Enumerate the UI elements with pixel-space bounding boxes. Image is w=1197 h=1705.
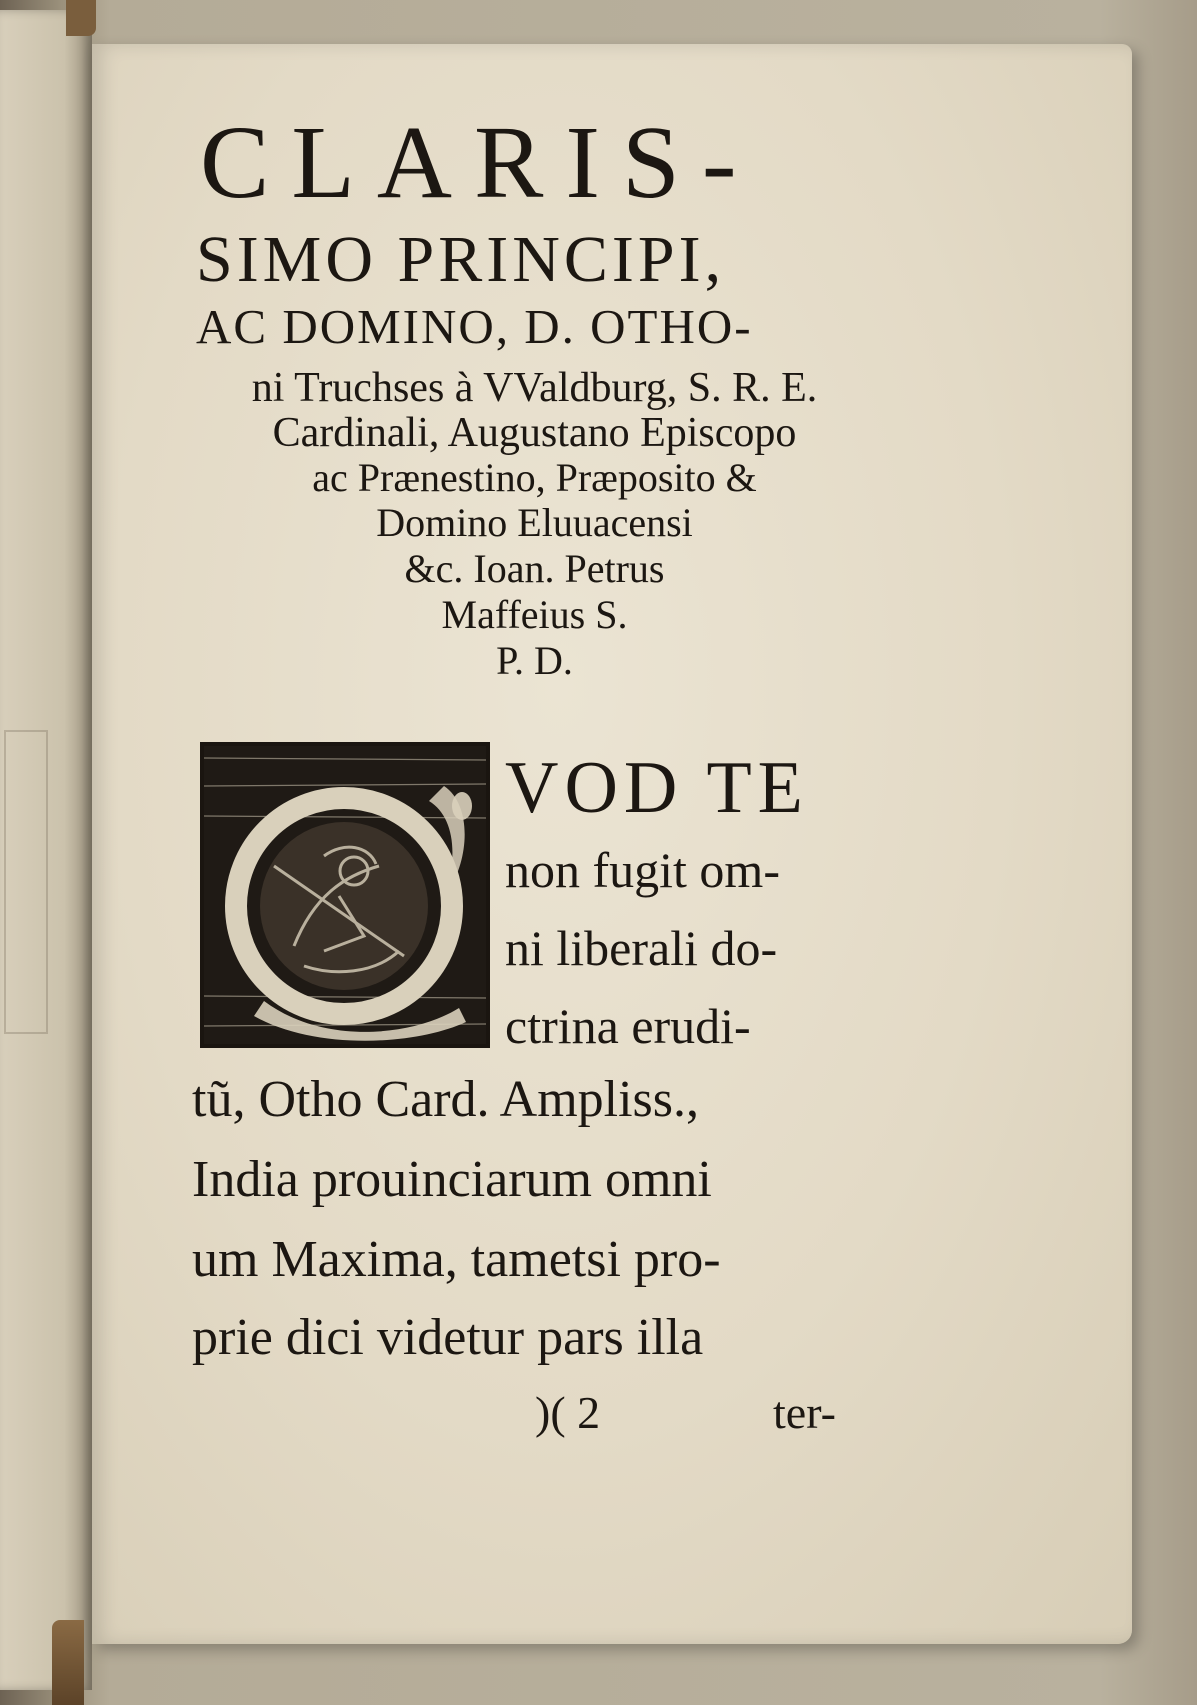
heading-line-3: AC DOMINO, D. OTHO-: [196, 299, 753, 354]
dedication-line: ni Truchses à VValdburg, S. R. E.: [251, 365, 818, 411]
heading-line-1: CLARIS-: [200, 105, 759, 220]
dedication-line: Domino Eluuacensi: [376, 500, 693, 545]
dropcap-line: VOD TE: [505, 747, 809, 829]
facing-page-image-shadow: [4, 730, 48, 1034]
body-text-line: prie dici videtur pars illa: [192, 1309, 704, 1366]
dropcap-line: ni liberali do-: [505, 920, 778, 976]
heading-line-2: SIMO PRINCIPI,: [196, 223, 726, 296]
dedication-line: Maffeius S.: [441, 592, 628, 637]
decorated-initial: [200, 742, 490, 1048]
dedication-line: &c. Ioan. Petrus: [404, 546, 665, 591]
signature-mark: )( 2: [535, 1387, 601, 1438]
body-text-line: India prouinciarum omni: [192, 1151, 712, 1208]
body-text-line: tũ, Otho Card. Ampliss.,: [192, 1071, 700, 1128]
dedication-line: P. D.: [496, 638, 573, 683]
dropcap-line: non fugit om-: [505, 842, 780, 898]
woodcut-initial-icon: [204, 746, 486, 1044]
facing-page-edge: [0, 10, 92, 1690]
dedication-line: Cardinali, Augustano Episcopo: [272, 410, 797, 456]
dropcap-line: ctrina erudi-: [505, 998, 751, 1054]
dedication-line: ac Prænestino, Præposito &: [312, 455, 757, 500]
catchword: ter-: [773, 1387, 836, 1438]
binding-bottom: [52, 1620, 84, 1705]
body-text-line: um Maxima, tametsi pro-: [192, 1231, 721, 1288]
binding-top: [66, 0, 96, 36]
